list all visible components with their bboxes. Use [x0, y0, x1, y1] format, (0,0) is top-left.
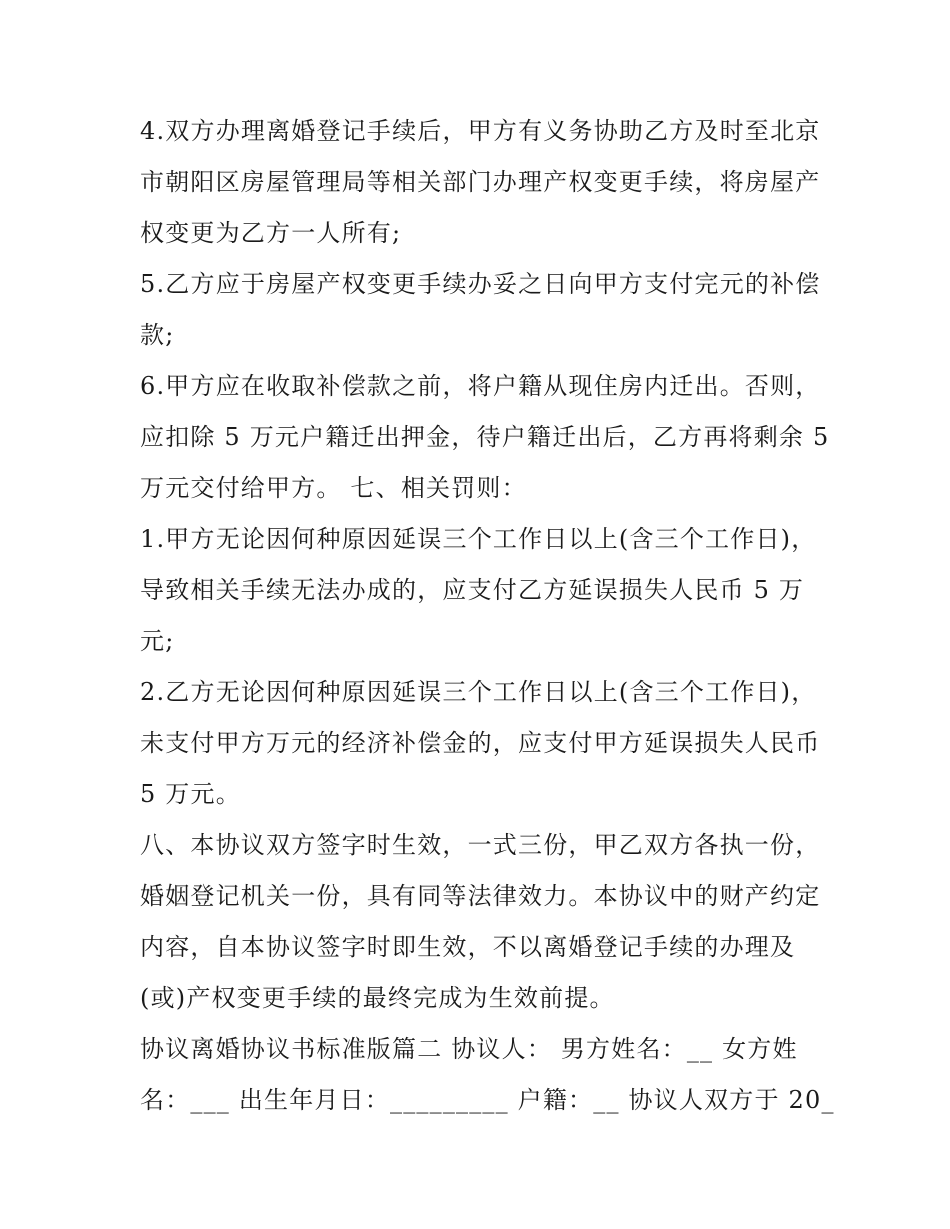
text-line: 1.甲方无论因何种原因延误三个工作日以上(含三个工作日)，: [140, 525, 817, 553]
text-line: 未支付甲方万元的经济补偿金的，应支付甲方延误损失人民币: [140, 729, 821, 757]
text-line: 市朝阳区房屋管理局等相关部门办理产权变更手续，将房屋产: [140, 168, 821, 196]
document-body: [140, 106, 835, 1126]
text-line: 婚姻登记机关一份，具有同等法律效力。本协议中的财产约定: [140, 882, 821, 910]
text-line: 八、本协议双方签字时生效，一式三份，甲乙双方各执一份，: [140, 831, 821, 859]
text-line: 名：___ 出生年月日：_________ 户籍：__ 协议人双方于 20_: [140, 1086, 835, 1114]
text-line: 5.乙方应于房屋产权变更手续办妥之日向甲方支付完元的补偿: [140, 270, 821, 298]
text-line: 万元交付给甲方。 七、相关罚则：: [140, 474, 527, 502]
text-line: 权变更为乙方一人所有;: [140, 219, 402, 247]
text-line: 款;: [140, 321, 175, 349]
text-line: 元;: [140, 627, 175, 655]
text-line: 内容，自本协议签字时即生效，不以离婚登记手续的办理及: [140, 933, 796, 961]
text-line: 6.甲方应在收取补偿款之前，将户籍从现住房内迁出。否则，: [140, 372, 821, 400]
text-line: (或)产权变更手续的最终完成为生效前提。: [140, 984, 615, 1012]
text-line: 5 万元。: [140, 780, 241, 808]
text-line: 导致相关手续无法办成的，应支付乙方延误损失人民币 5 万: [140, 576, 805, 604]
text-line: 应扣除 5 万元户籍迁出押金，待户籍迁出后，乙方再将剩余 5: [140, 423, 830, 451]
text-line: 2.乙方无论因何种原因延误三个工作日以上(含三个工作日)，: [140, 678, 817, 706]
text-line: 4.双方办理离婚登记手续后，甲方有义务协助乙方及时至北京: [140, 117, 821, 145]
text-line: 协议离婚协议书标准版篇二 协议人： 男方姓名：__ 女方姓: [140, 1035, 798, 1063]
